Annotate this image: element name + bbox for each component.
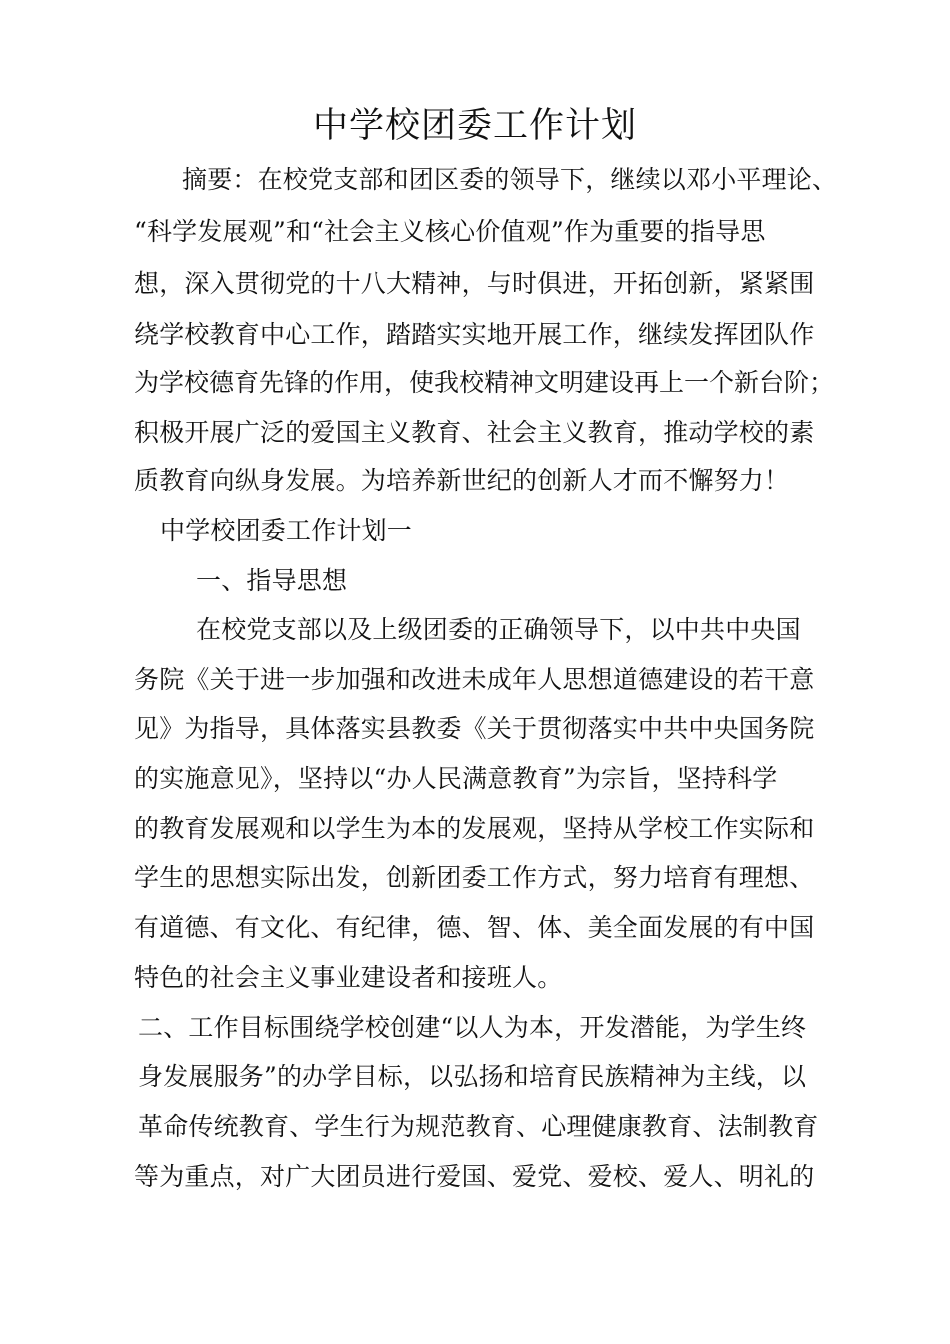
text-line: 为学校德育先锋的作用，使我校精神文明建设再上一个新台阶；	[134, 368, 835, 397]
text-line: 的教育发展观和以学生为本的发展观，坚持从学校工作实际和	[134, 814, 815, 843]
text-line: 想，深入贯彻党的十八大精神，与时俱进，开拓创新，紧紧围	[134, 269, 815, 298]
text-line: “科学发展观”和“社会主义核心价值观”作为重要的指导思	[134, 217, 766, 246]
text-line: 二、工作目标围绕学校创建“以人为本，开发潜能，为学生终	[138, 1013, 807, 1042]
text-line: 质教育向纵身发展。为培养新世纪的创新人才而不懈努力！	[134, 466, 790, 495]
text-line: 革命传统教育、学生行为规范教育、心理健康教育、法制教育	[138, 1112, 819, 1141]
section-heading: 中学校团委工作计划一	[160, 516, 413, 545]
text-line: 身发展服务”的办学目标，以弘扬和培育民族精神为主线，以	[138, 1062, 807, 1091]
text-line: 学生的思想实际出发，创新团委工作方式，努力培育有理想、	[134, 863, 815, 892]
document-title: 中学校团委工作计划	[312, 106, 637, 146]
text-line: 在校党支部以及上级团委的正确领导下，以中共中央国	[196, 615, 801, 644]
text-line: 等为重点，对广大团员进行爱国、爱党、爱校、爱人、明礼的	[134, 1162, 815, 1191]
text-line: 绕学校教育中心工作，踏踏实实地开展工作，继续发挥团队作	[134, 320, 815, 349]
text-line: 见》为指导，具体落实县教委《关于贯彻落实中共中央国务院	[134, 714, 815, 743]
text-line: 务院《关于进一步加强和改进未成年人思想道德建设的若干意	[134, 665, 815, 694]
text-line: 特色的社会主义事业建设者和接班人。	[134, 963, 563, 992]
text-line: 积极开展广泛的爱国主义教育、社会主义教育，推动学校的素	[134, 418, 815, 447]
text-line: 有道德、有文化、有纪律，德、智、体、美全面发展的有中国	[134, 913, 815, 942]
section-heading: 一、指导思想	[196, 566, 348, 595]
text-line: 的实施意见》，坚持以“办人民满意教育”为宗旨，坚持科学	[134, 764, 778, 793]
text-line: 摘要：在校党支部和团区委的领导下，继续以邓小平理论、	[182, 165, 838, 194]
